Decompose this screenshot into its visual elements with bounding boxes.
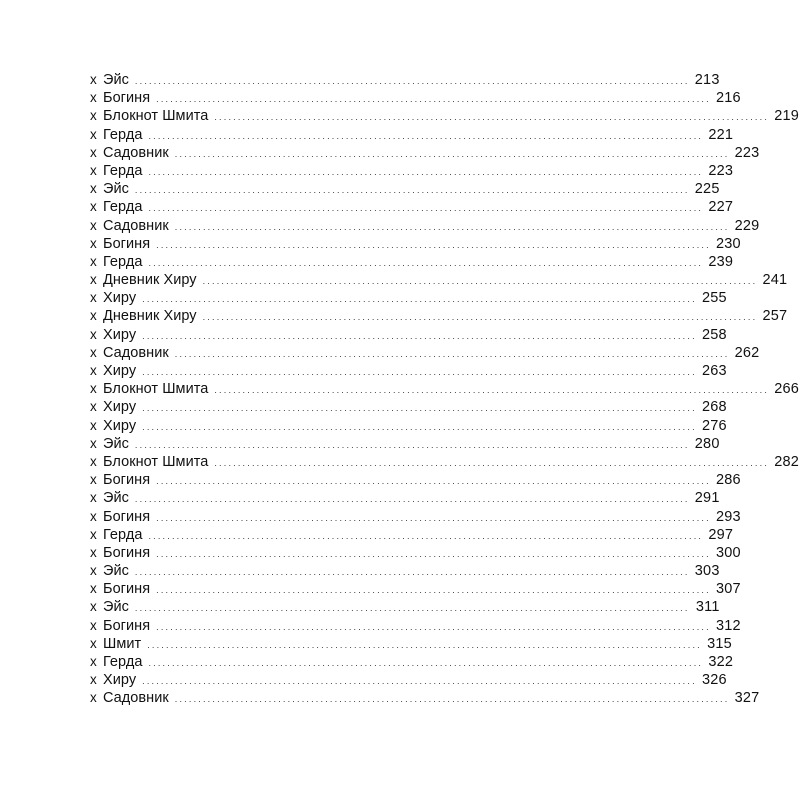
toc-entry[interactable] <box>90 653 734 671</box>
entry-marker: x <box>90 72 97 87</box>
entry-marker: x <box>90 235 97 251</box>
entry-title: Богиня <box>103 581 151 598</box>
dot-leader: ...................................................................................................................... <box>148 203 704 214</box>
toc-entry[interactable] <box>90 417 727 435</box>
entry-marker: x <box>90 272 97 288</box>
page-number: 230 <box>716 235 741 252</box>
entry-marker: x <box>90 162 97 178</box>
table-of-contents <box>90 71 799 708</box>
entry-marker: x <box>90 217 97 233</box>
dot-leader: ...................................................................................................................... <box>202 276 758 287</box>
page-number: 229 <box>734 217 760 234</box>
page-number: 219 <box>774 108 799 125</box>
entry-title: Хиру <box>103 363 137 379</box>
dot-leader: ...................................................................................................................... <box>156 585 711 596</box>
page-number: 258 <box>702 326 727 343</box>
dot-leader: ...................................................................................................................... <box>214 385 770 396</box>
dot-leader: ...................................................................................................................... <box>202 312 758 323</box>
entry-marker: x <box>90 199 97 215</box>
toc-entry[interactable] <box>90 271 788 289</box>
entry-marker: x <box>90 453 97 469</box>
entry-title: Садовник <box>103 144 169 161</box>
page-number: 227 <box>708 199 734 216</box>
toc-entry[interactable] <box>90 144 760 162</box>
page-number: 223 <box>734 144 760 161</box>
page-number: 216 <box>716 90 741 107</box>
page-number: 322 <box>708 654 734 670</box>
entry-title: Эйс <box>103 435 129 452</box>
entry-title: Хиру <box>103 326 137 343</box>
page-number: 307 <box>716 581 741 598</box>
entry-marker: x <box>90 181 97 197</box>
toc-entry[interactable] <box>90 107 799 125</box>
entry-title: Садовник <box>103 344 169 361</box>
entry-title: Хиру <box>103 672 137 689</box>
page-number: 221 <box>708 126 734 143</box>
toc-entry[interactable] <box>90 671 727 689</box>
entry-title: Герда <box>103 253 143 270</box>
entry-marker: x <box>90 399 97 415</box>
entry-title: Герда <box>103 654 143 670</box>
dot-leader: ...................................................................................................................... <box>134 439 690 450</box>
dot-leader: ...................................................................................................................... <box>214 457 770 468</box>
toc-entry[interactable] <box>90 380 799 398</box>
toc-entry[interactable] <box>90 471 741 489</box>
dot-leader: ...................................................................................................................... <box>174 348 730 359</box>
toc-entry[interactable] <box>90 544 741 562</box>
dot-leader: ...................................................................................................................... <box>148 658 704 668</box>
entry-title: Эйс <box>103 563 129 580</box>
entry-marker: x <box>90 635 97 651</box>
page-number: 303 <box>694 563 720 580</box>
entry-marker: x <box>90 690 97 706</box>
entry-title: Богиня <box>103 90 151 107</box>
dot-leader: ...................................................................................................................... <box>142 330 697 341</box>
dot-leader: ...................................................................................................................... <box>134 494 690 505</box>
dot-leader: ...................................................................................................................... <box>134 76 690 86</box>
toc-entry[interactable] <box>90 398 727 416</box>
entry-marker: x <box>90 472 97 488</box>
entry-title: Садовник <box>103 217 169 234</box>
page-number: 266 <box>774 381 799 398</box>
page-number: 300 <box>716 544 741 561</box>
entry-marker: x <box>90 381 97 397</box>
toc-entry[interactable] <box>90 635 732 653</box>
entry-title: Эйс <box>103 72 129 88</box>
entry-title: Герда <box>103 126 143 143</box>
dot-leader: ...................................................................................................................... <box>156 94 711 105</box>
dot-leader: ...................................................................................................................... <box>142 403 697 414</box>
dot-leader: ...................................................................................................................... <box>142 421 697 432</box>
dot-leader: ...................................................................................................................... <box>148 530 704 541</box>
page-number: 326 <box>702 672 727 689</box>
page-number: 311 <box>695 599 720 616</box>
entry-marker: x <box>90 344 97 360</box>
entry-marker: x <box>90 290 97 306</box>
entry-title: Богиня <box>103 508 151 525</box>
entry-marker: x <box>90 253 97 269</box>
entry-title: Герда <box>103 526 143 543</box>
entry-title: Блокнот Шмита <box>103 453 209 470</box>
toc-entry[interactable] <box>90 326 727 344</box>
dot-leader: ...................................................................................................................... <box>148 166 704 177</box>
entry-marker: x <box>90 417 97 433</box>
page-number: 293 <box>716 508 741 525</box>
entry-marker: x <box>90 526 97 542</box>
page-number: 239 <box>708 253 734 270</box>
entry-title: Богиня <box>103 235 151 252</box>
toc-entry[interactable] <box>90 253 734 271</box>
dot-leader: ...................................................................................................................... <box>148 257 704 268</box>
entry-marker: x <box>90 563 97 579</box>
entry-title: Эйс <box>103 490 129 507</box>
dot-leader: ...................................................................................................................... <box>142 676 697 687</box>
entry-title: Дневник Хиру <box>103 272 197 289</box>
entry-marker: x <box>90 363 97 378</box>
entry-marker: x <box>90 617 97 633</box>
toc-entry[interactable] <box>90 526 734 544</box>
dot-leader: ...................................................................................................................... <box>148 130 704 141</box>
entry-title: Богиня <box>103 544 151 561</box>
entry-marker: x <box>90 581 97 597</box>
page-number: 225 <box>694 181 720 198</box>
entry-title: Дневник Хиру <box>103 308 197 325</box>
page-number: 223 <box>708 162 734 179</box>
toc-entry[interactable] <box>90 453 799 471</box>
toc-entry[interactable] <box>90 435 720 453</box>
toc-entry[interactable] <box>90 180 720 198</box>
toc-entry[interactable] <box>90 198 734 216</box>
page-number: 291 <box>694 490 720 507</box>
toc-entry[interactable] <box>90 598 720 616</box>
page-number: 297 <box>708 526 734 543</box>
entry-marker: x <box>90 326 97 342</box>
page-number: 268 <box>702 399 727 416</box>
page-number: 280 <box>694 435 720 452</box>
dot-leader: ...................................................................................................................... <box>134 603 690 614</box>
entry-title: Эйс <box>103 181 129 198</box>
entry-title: Богиня <box>103 617 151 634</box>
toc-entry[interactable] <box>90 580 741 598</box>
entry-title: Хиру <box>103 399 137 416</box>
dot-leader: ...................................................................................................................... <box>156 621 711 632</box>
dot-leader: ...................................................................................................................... <box>156 476 711 487</box>
toc-entry[interactable] <box>90 307 788 325</box>
toc-entry[interactable] <box>90 126 734 144</box>
entry-marker: x <box>90 599 97 615</box>
entry-title: Эйс <box>103 599 129 616</box>
toc-entry[interactable] <box>90 217 760 235</box>
toc-entry[interactable] <box>90 489 720 507</box>
toc-entry[interactable] <box>90 71 720 89</box>
page-number: 286 <box>716 472 741 489</box>
toc-entry[interactable] <box>90 362 727 380</box>
page-number: 257 <box>762 308 788 325</box>
page-number: 276 <box>702 417 727 434</box>
dot-leader: ...................................................................................................................... <box>147 639 702 650</box>
entry-marker: x <box>90 108 97 124</box>
page-number: 312 <box>716 617 741 634</box>
dot-leader: ...................................................................................................................... <box>174 694 730 705</box>
entry-marker: x <box>90 672 97 688</box>
entry-marker: x <box>90 654 97 669</box>
entry-marker: x <box>90 490 97 506</box>
toc-entry[interactable] <box>90 562 720 580</box>
toc-entry[interactable] <box>90 617 741 635</box>
page-number: 263 <box>702 363 727 379</box>
entry-marker: x <box>90 144 97 160</box>
dot-leader: ...................................................................................................................... <box>174 221 730 232</box>
toc-entry[interactable] <box>90 689 760 707</box>
toc-entry[interactable] <box>90 289 727 307</box>
entry-title: Хиру <box>103 417 137 434</box>
entry-title: Шмит <box>103 635 142 652</box>
toc-entry[interactable] <box>90 344 760 362</box>
toc-entry[interactable] <box>90 162 734 180</box>
page-number: 241 <box>762 272 788 289</box>
entry-marker: x <box>90 308 97 324</box>
dot-leader: ...................................................................................................................... <box>156 512 711 523</box>
dot-leader: ...................................................................................................................... <box>174 148 730 159</box>
dot-leader: ...................................................................................................................... <box>156 548 711 559</box>
entry-title: Герда <box>103 162 143 179</box>
dot-leader: ...................................................................................................................... <box>134 185 690 196</box>
toc-entry[interactable] <box>90 235 741 253</box>
entry-marker: x <box>90 435 97 451</box>
toc-entry[interactable] <box>90 508 741 526</box>
entry-marker: x <box>90 90 97 106</box>
page-number: 282 <box>774 453 799 470</box>
entry-marker: x <box>90 544 97 560</box>
entry-title: Блокнот Шмита <box>103 108 209 125</box>
entry-marker: x <box>90 126 97 142</box>
entry-title: Герда <box>103 199 143 216</box>
page-number: 315 <box>707 635 732 652</box>
page-number: 255 <box>702 290 727 307</box>
entry-marker: x <box>90 508 97 524</box>
dot-leader: ...................................................................................................................... <box>156 239 711 250</box>
dot-leader: ...................................................................................................................... <box>142 294 697 305</box>
toc-entry[interactable] <box>90 89 741 107</box>
dot-leader: ...................................................................................................................... <box>214 112 770 123</box>
page-number: 213 <box>694 72 720 88</box>
page-number: 327 <box>734 690 760 707</box>
dot-leader: ...................................................................................................................... <box>142 367 697 377</box>
dot-leader: ...................................................................................................................... <box>134 567 690 578</box>
entry-title: Хиру <box>103 290 137 307</box>
page-number: 262 <box>734 344 760 361</box>
entry-title: Богиня <box>103 472 151 489</box>
entry-title: Садовник <box>103 690 169 707</box>
entry-title: Блокнот Шмита <box>103 381 209 398</box>
